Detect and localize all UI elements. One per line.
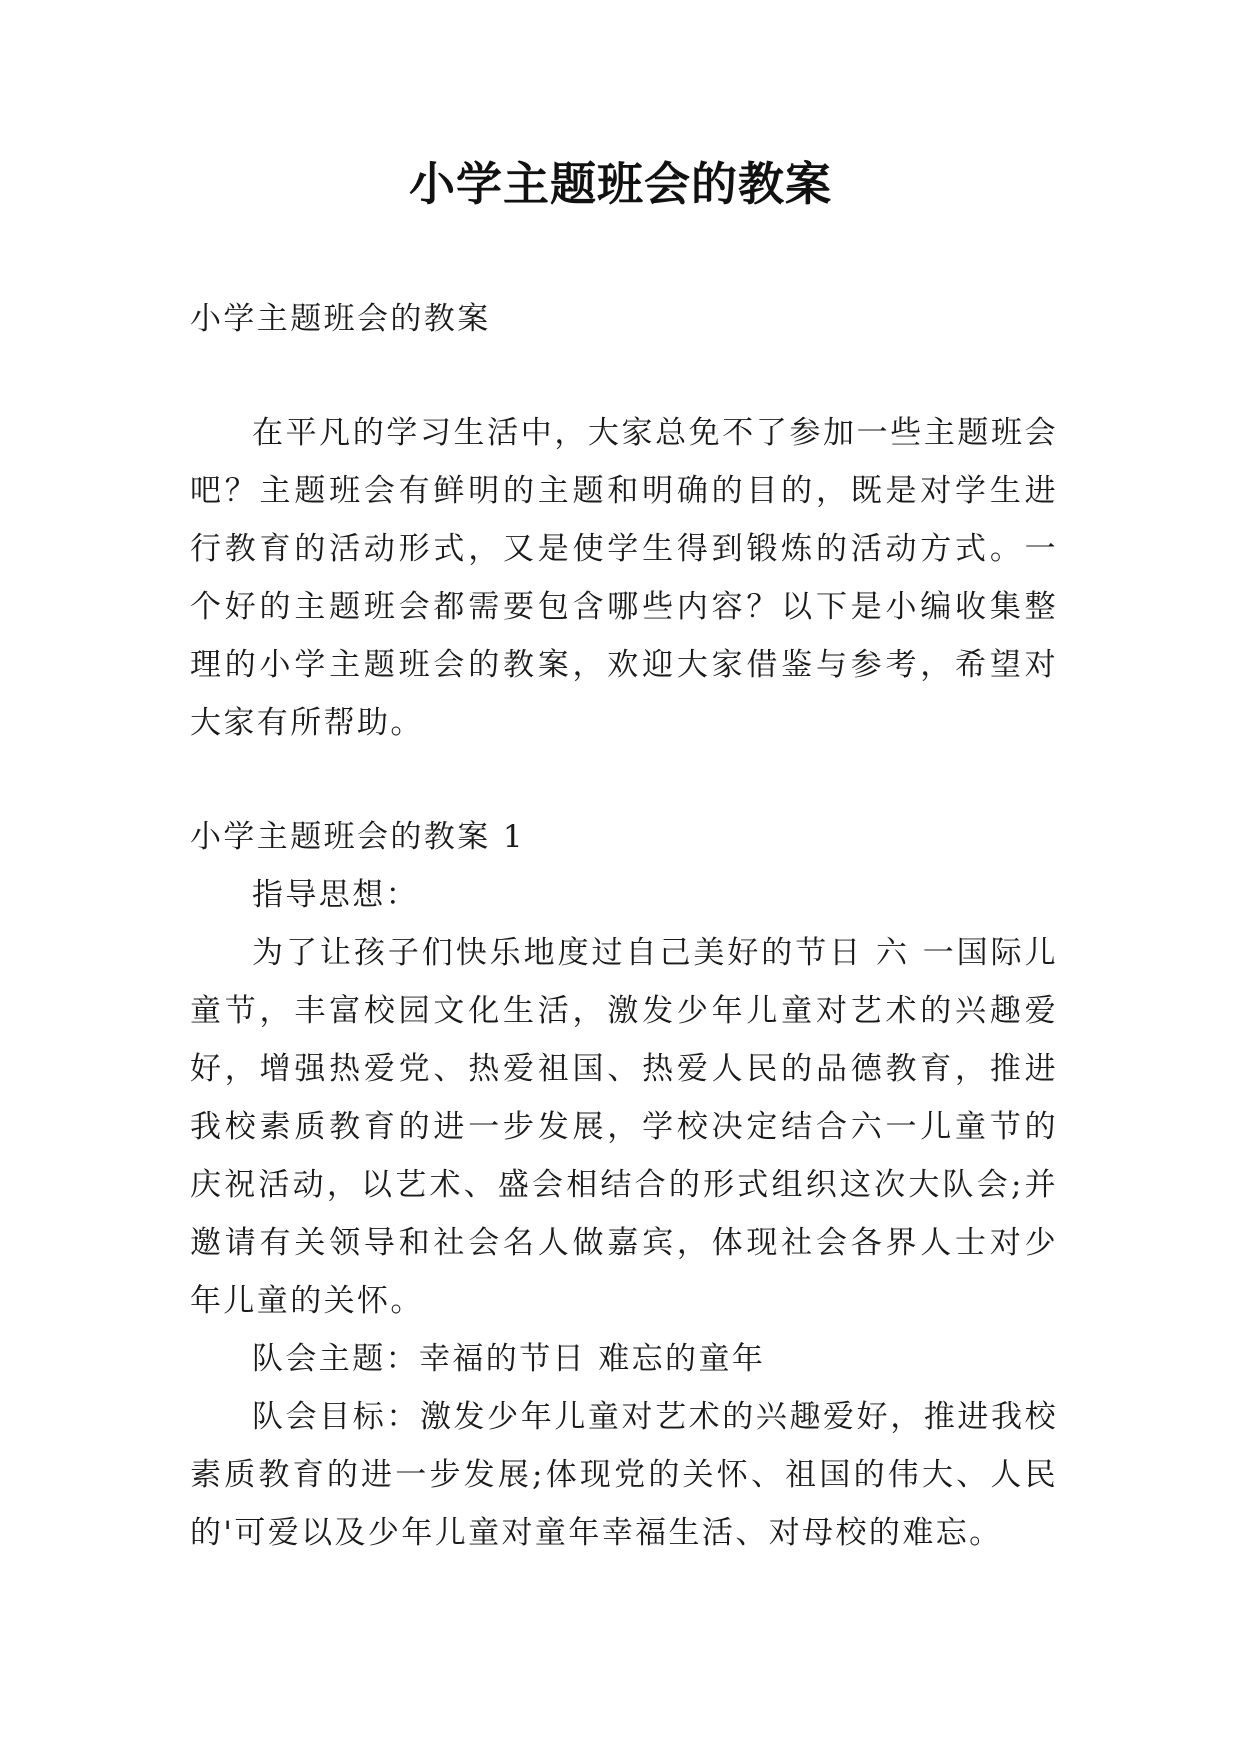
document-title: 小学主题班会的教案 bbox=[409, 157, 832, 211]
goal-paragraph: 队会目标：激发少年儿童对艺术的兴趣爱好，推进我校素质教育的进一步发展;体现党的关怀、祖国的伟大、人民的'可爱以及少年儿童对童年幸福生活、对母校的难忘。 bbox=[190, 1399, 1058, 1551]
section-heading: 小学主题班会的教案 1 bbox=[190, 819, 525, 855]
theme-paragraph: 队会主题：幸福的节日 难忘的童年 bbox=[252, 1341, 766, 1377]
document-subtitle: 小学主题班会的教案 bbox=[190, 301, 491, 337]
intro-paragraph: 在平凡的学习生活中，大家总免不了参加一些主题班会吧？主题班会有鲜明的主题和明确的目的，既是对学生进行教育的活动形式，又是使学生得到锻炼的活动方式。一个好的主题班会都需要包含哪些内容？以下是小编收集整理的小学主题班会的教案，欢迎大家借鉴与参考，希望对大家有所帮助。 bbox=[190, 415, 1058, 741]
guiding-paragraph: 为了让孩子们快乐地度过自己美好的节日 六 一国际儿童节，丰富校园文化生活，激发少年儿童对艺术的兴趣爱好，增强热爱党、热爱祖国、热爱人民的品德教育，推进我校素质教育的进一步发展，学校决定结合六一儿童节的庆祝活动，以艺术、盛会相结合的形式组织这次大队会;并邀请有关领导和社会名人做嘉宾，体现社会各界人士对少年儿童的关怀。 bbox=[190, 935, 1058, 1319]
document-body bbox=[190, 290, 1058, 1562]
guiding-label: 指导思想： bbox=[252, 877, 419, 913]
